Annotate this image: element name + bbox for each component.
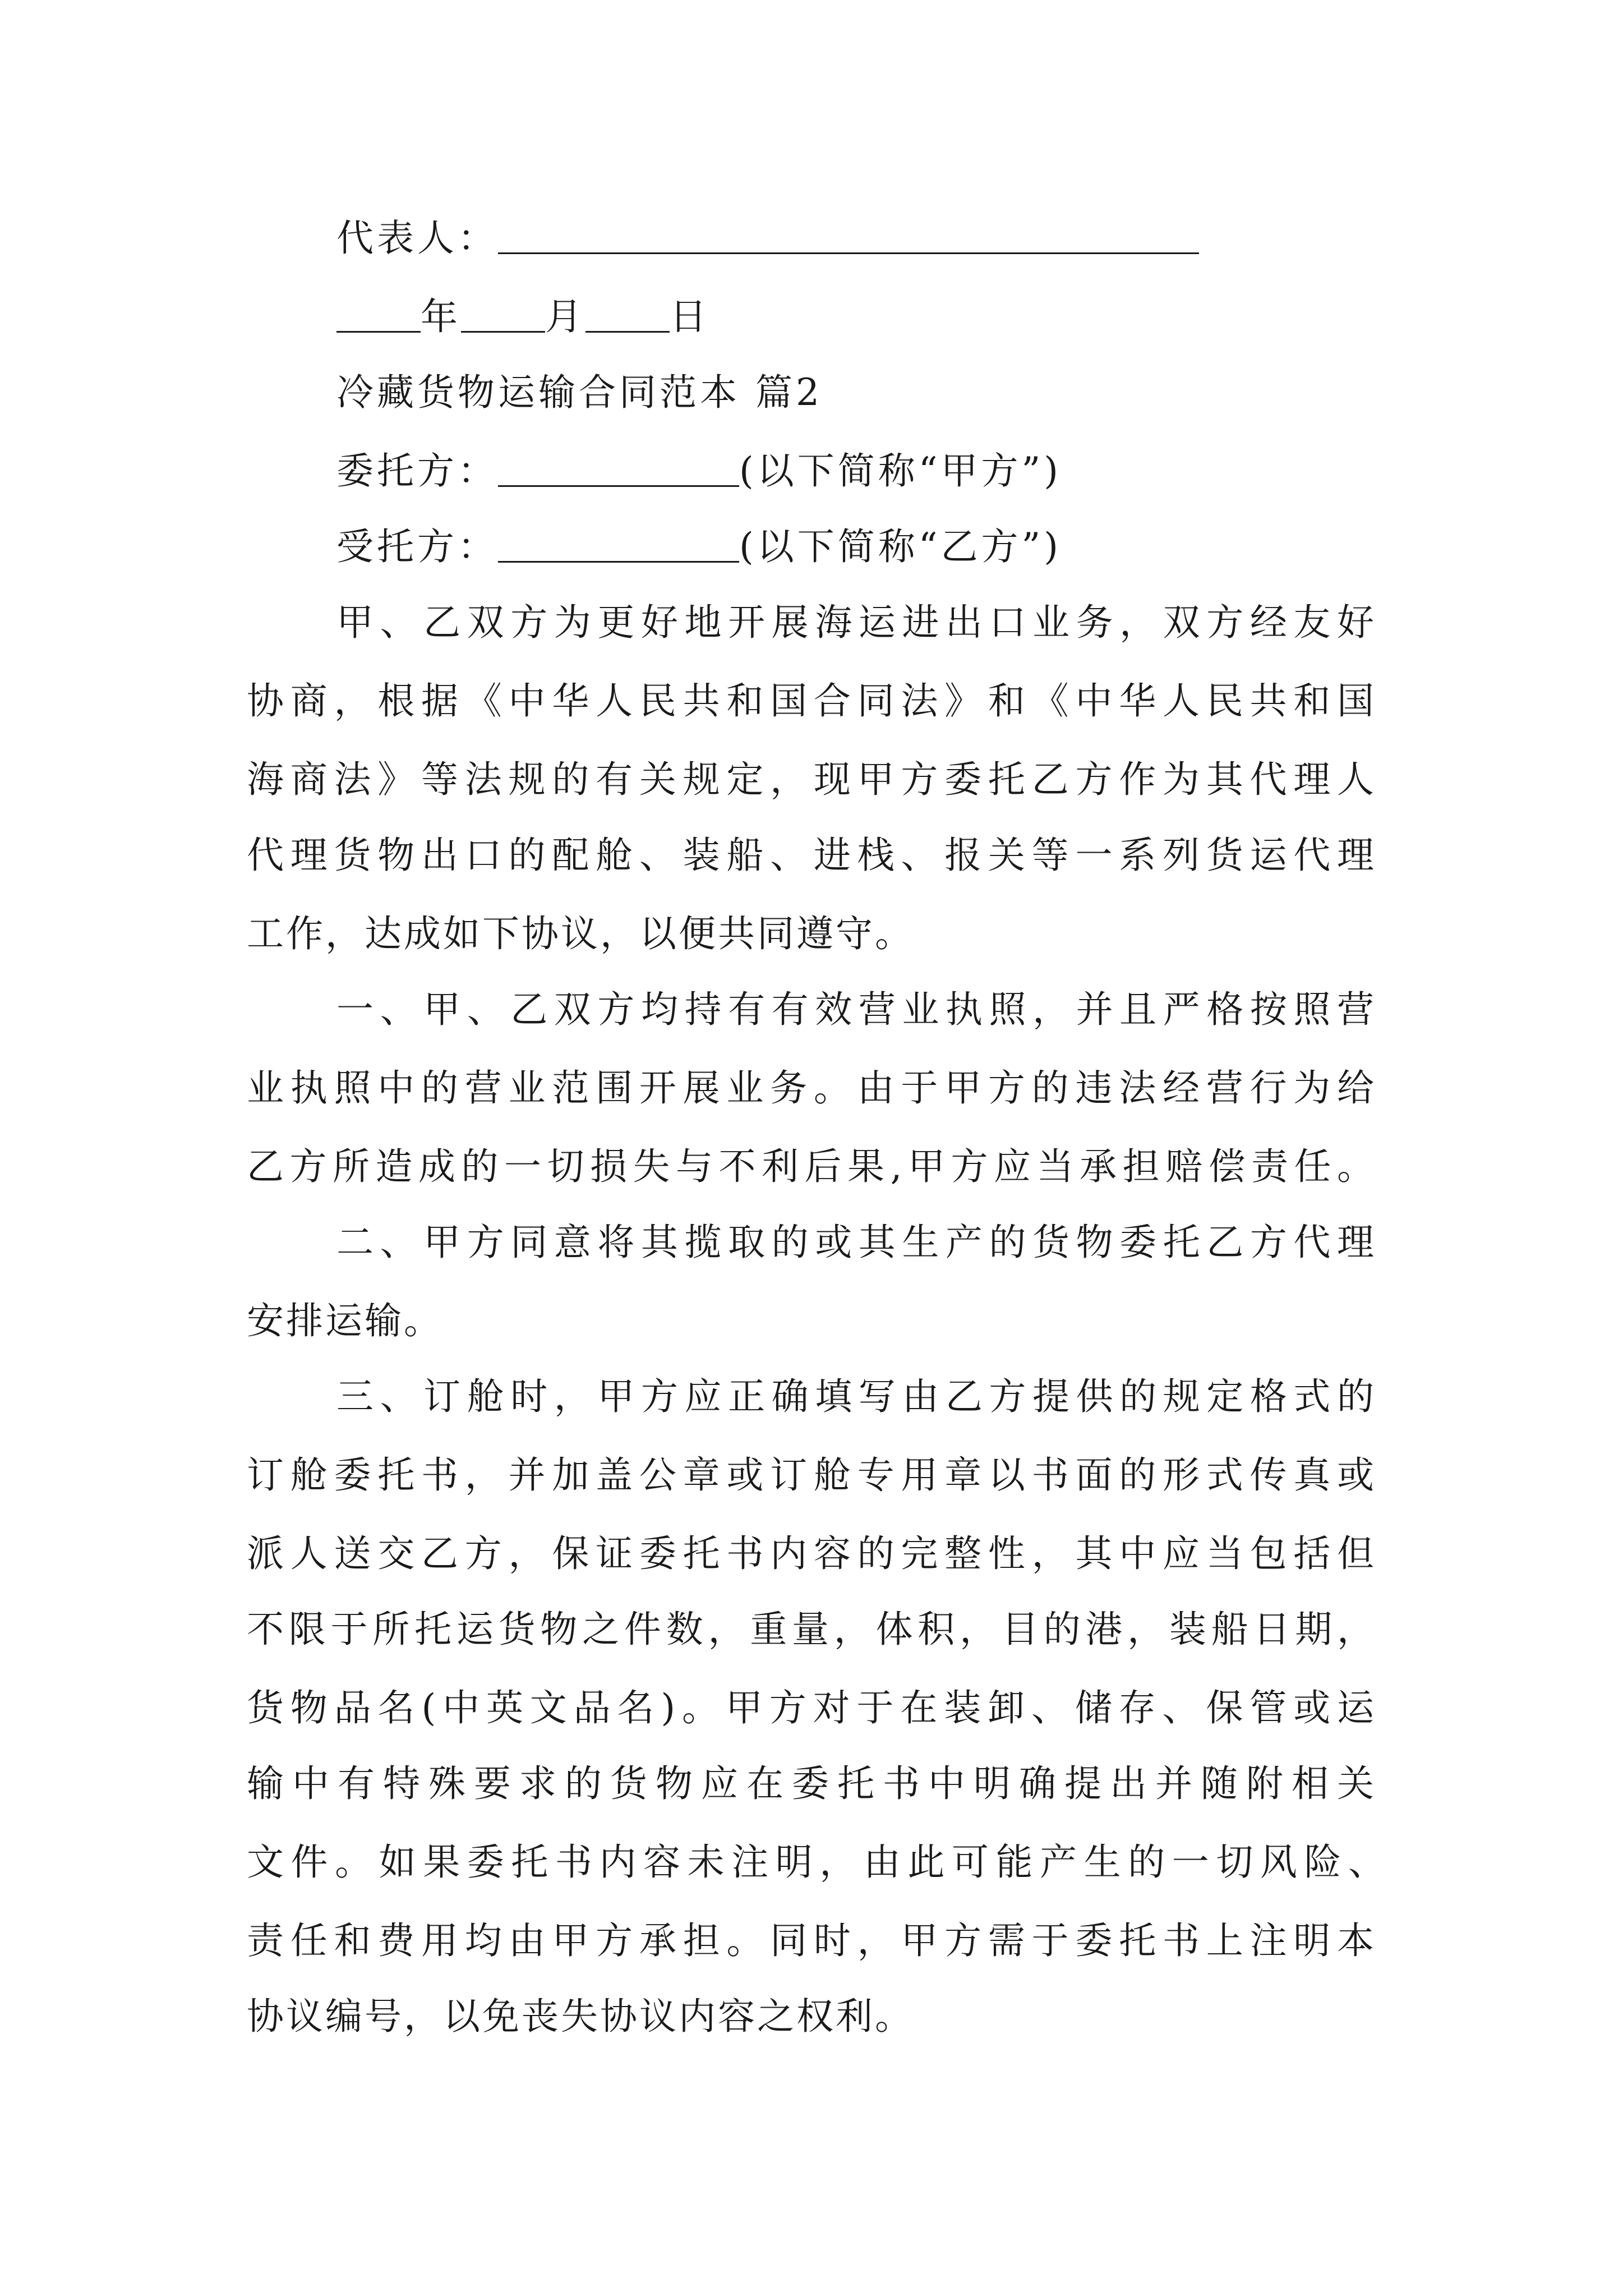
body-line: 协议编号，以免丧失协议内容之权利。	[247, 1995, 914, 2038]
agent-blank	[498, 522, 739, 563]
body-line: 责任和费用均由甲方承担。同时，甲方需于委托书上注明本	[247, 1919, 1374, 1962]
representative-line	[336, 210, 1199, 266]
body-line: 甲、乙双方为更好地开展海运进出口业务，双方经友好	[336, 601, 1374, 644]
body-line: 协商，根据《中华人民共和国合同法》和《中华人民共和国	[247, 679, 1374, 723]
client-note: (以下简称“甲方”)	[739, 449, 1062, 493]
body-line: 工作，达成如下协议，以便共同遵守。	[247, 912, 914, 955]
body-line: 货物品名(中英文品名)。甲方对于在装卸、储存、保管或运	[247, 1686, 1374, 1729]
date-line	[336, 289, 710, 345]
body-line: 订舱委托书，并加盖公章或订舱专用章以书面的形式传真或	[247, 1453, 1374, 1497]
body-line: 海商法》等法规的有关规定，现甲方委托乙方作为其代理人	[247, 758, 1374, 801]
body-line: 三、订舱时，甲方应正确填写由乙方提供的规定格式的	[336, 1375, 1374, 1418]
representative-blank	[498, 213, 1199, 254]
client-blank	[498, 446, 739, 487]
body-line: 二、甲方同意将其揽取的或其生产的货物委托乙方代理	[336, 1221, 1374, 1264]
date-day-label: 日	[670, 295, 710, 338]
date-month-label: 月	[545, 295, 585, 338]
client-label: 委托方：	[336, 449, 498, 493]
body-line: 输中有特殊要求的货物应在委托书中明确提出并随附相关	[247, 1762, 1374, 1805]
agent-note: (以下简称“乙方”)	[739, 525, 1062, 568]
body-line: 文件。如果委托书内容未注明，由此可能产生的一切风险、	[247, 1841, 1385, 1884]
agent-line	[336, 519, 1062, 575]
body-line: 业执照中的营业范围开展业务。由于甲方的违法经营行为给	[247, 1066, 1374, 1110]
body-line: 代理货物出口的配舱、装船、进栈、报关等一系列货运代理	[247, 834, 1374, 877]
body-line: 一、甲、乙双方均持有有效营业执照，并且严格按照营	[336, 988, 1374, 1031]
year-blank	[336, 292, 421, 333]
agent-label: 受托方：	[336, 525, 498, 568]
day-blank	[585, 292, 670, 333]
representative-label: 代表人：	[336, 217, 498, 260]
body-line: 派人送交乙方，保证委托书内容的完整性，其中应当包括但	[247, 1532, 1374, 1575]
date-year-label: 年	[421, 295, 461, 338]
section-title: 冷藏货物运输合同范本 篇2	[336, 371, 823, 414]
body-line: 乙方所造成的一切损失与不利后果,甲方应当承担赔偿责任。	[247, 1145, 1374, 1188]
client-line	[336, 443, 1062, 499]
body-line: 不限于所托运货物之件数，重量，体积，目的港，装船日期，	[247, 1608, 1374, 1651]
body-line: 安排运输。	[247, 1299, 443, 1342]
month-blank	[461, 292, 545, 333]
